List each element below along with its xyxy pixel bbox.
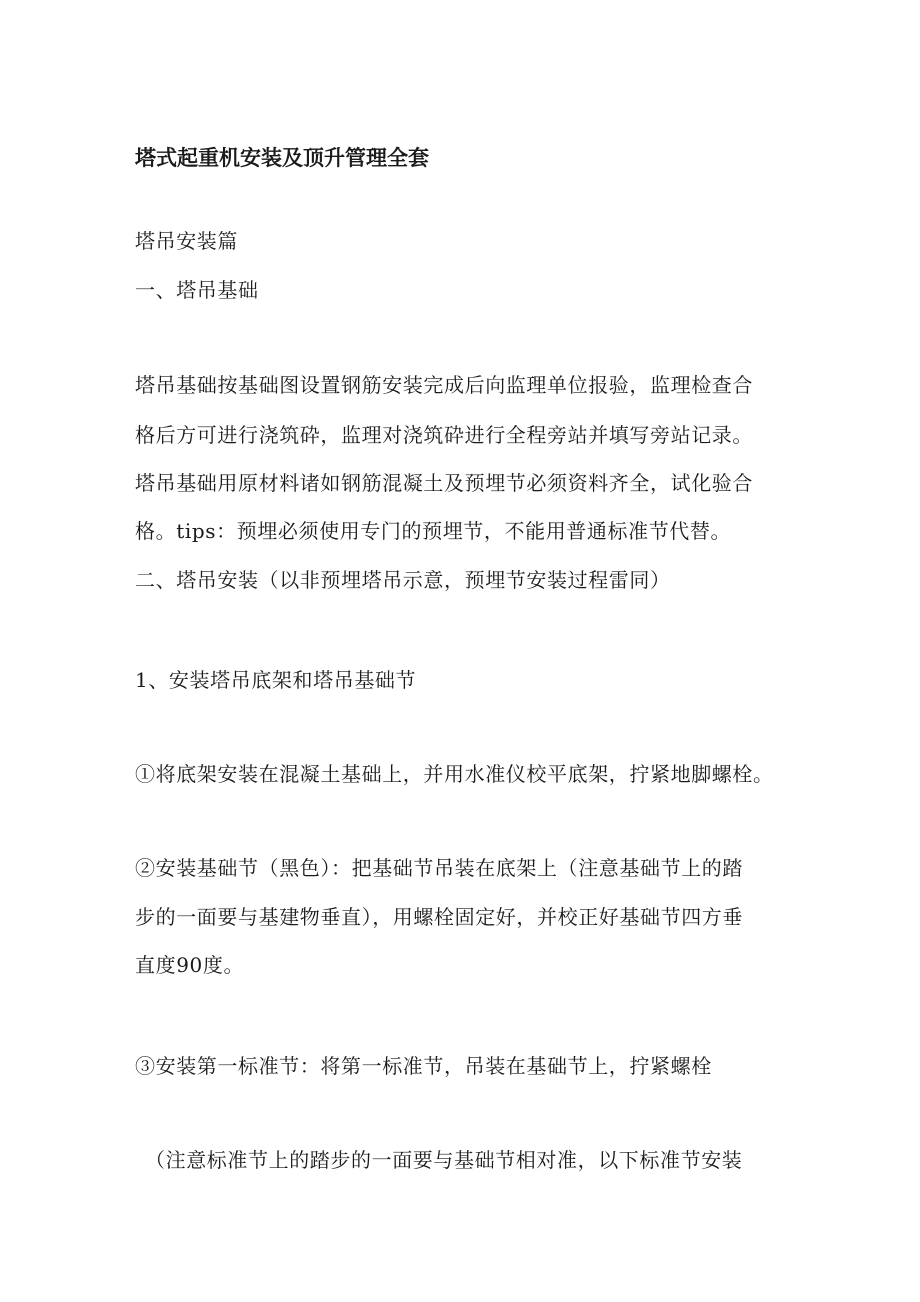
step-item-2: ②安装基础节（黑色）：把基础节吊装在底架上（注意基础节上的踏 <box>135 856 743 880</box>
subsection-heading-installation: 二、塔吊安装（以非预埋塔吊示意，预埋节安装过程雷同） <box>135 568 671 592</box>
step-item-1: ①将底架安装在混凝土基础上，并用水准仪校平底架，拧紧地脚螺栓。 <box>135 762 774 786</box>
paragraph-line: 格后方可进行浇筑砕，监理对浇筑砕进行全程旁站并填写旁站记录。 <box>135 423 753 447</box>
subsection-heading-foundation: 一、塔吊基础 <box>135 278 259 302</box>
document-title: 塔式起重机安装及顶升管理全套 <box>135 146 429 170</box>
section-heading-installation: 塔吊安装篇 <box>135 229 238 253</box>
step-item-3: ③安装第一标准节：将第一标准节，吊装在基础节上，拧紧螺栓 <box>135 1054 712 1078</box>
paragraph-line: 直度90度。 <box>135 953 245 977</box>
step-heading-1: 1、安装塔吊底架和塔吊基础节 <box>135 668 417 692</box>
paragraph-line: 塔吊基础用原材料诸如钢筋混凝土及预埋节必须资料齐全，试化验合 <box>135 471 753 495</box>
paragraph-line: 塔吊基础按基础图设置钢筋安装完成后向监理单位报验，监理检查合 <box>135 373 753 397</box>
paragraph-line: （注意标准节上的踏步的一面要与基础节相对准，以下标准节安装 <box>145 1148 743 1172</box>
paragraph-line: 步的一面要与基建物垂直），用螺栓固定好，并校正好基础节四方垂 <box>135 905 743 929</box>
paragraph-line: 格。tips：预埋必须使用专门的预埋节，不能用普通标准节代替。 <box>135 519 732 543</box>
